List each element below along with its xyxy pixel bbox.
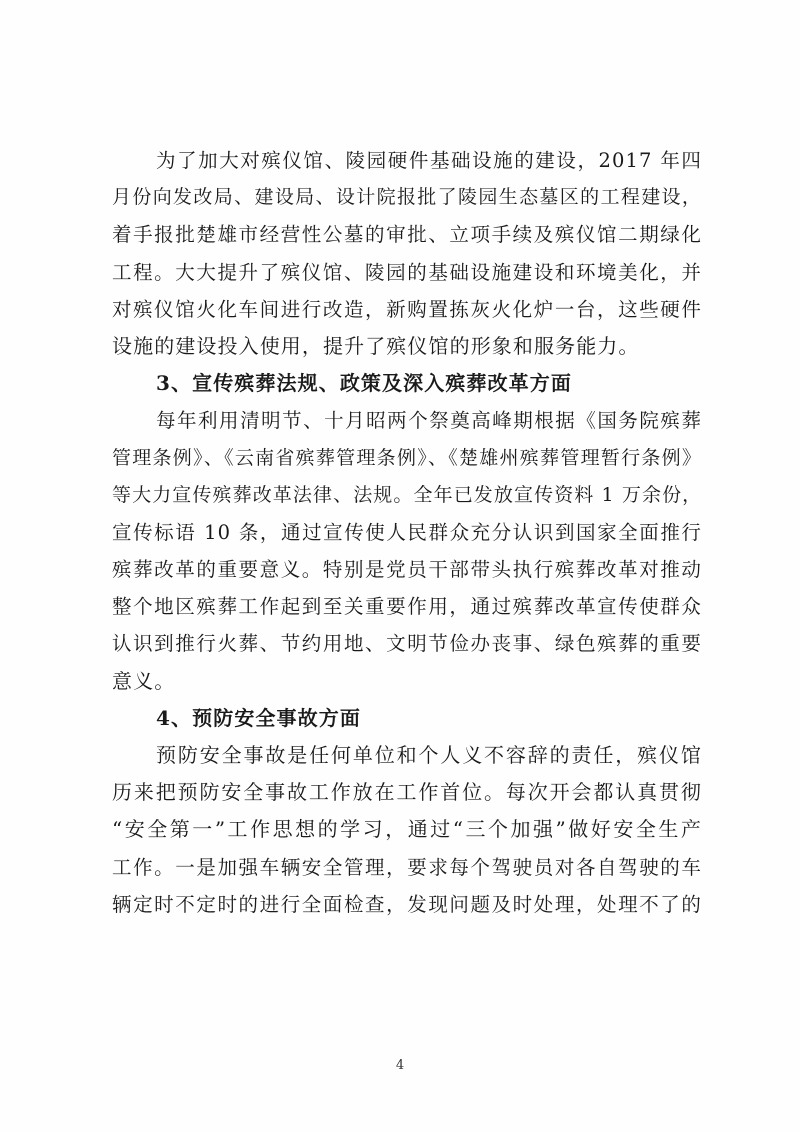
- paragraph-line: 工作。一是加强车辆安全管理，要求每个驾驶员对各自驾驶的车: [112, 855, 702, 879]
- section-heading: 3、宣传殡葬法规、政策及深入殡葬改革方面: [156, 371, 572, 396]
- paragraph-line: 着手报批楚雄市经营性公墓的审批、立项手续及殡仪馆二期绿化: [112, 223, 702, 247]
- paragraph-line: 管理条例》、《云南省殡葬管理条例》、《楚雄州殡葬管理暂行条例》: [112, 446, 702, 469]
- paragraph-line: 殡葬改革的重要意义。特别是党员干部带头执行殡葬改革对推动: [112, 558, 702, 582]
- paragraph-line: 认识到推行火葬、节约用地、文明节俭办丧事、绿色殡葬的重要: [112, 632, 702, 656]
- page-number: 4: [395, 1058, 405, 1073]
- paragraph-line: 意义。: [112, 668, 176, 693]
- section-heading: 4、预防安全事故方面: [156, 705, 361, 730]
- paragraph-line: 预防安全事故是任何单位和个人义不容辞的责任，殡仪馆: [156, 743, 702, 767]
- paragraph-line: 设施的建设投入使用，提升了殡仪馆的形象和服务能力。: [112, 333, 640, 358]
- paragraph-line: 历来把预防安全事故工作放在工作首位。每次开会都认真贯彻: [112, 780, 702, 805]
- body-text: [112, 142, 702, 923]
- paragraph-line: 对殡仪馆火化车间进行改造，新购置拣灰火化炉一台，这些硬件: [112, 297, 702, 321]
- paragraph-line: “安全第一”工作思想的学习，通过“三个加强”做好安全生产: [112, 817, 702, 842]
- paragraph-line: 宣传标语 10 条，通过宣传使人民群众充分认识到国家全面推行: [112, 520, 702, 544]
- paragraph-line: 等大力宣传殡葬改革法律、法规。全年已发放宣传资料 1 万余份，: [112, 483, 703, 506]
- paragraph-line: 月份向发改局、建设局、设计院报批了陵园生态墓区的工程建设，: [112, 186, 702, 209]
- paragraph-line: 每年利用清明节、十月昭两个祭奠高峰期根据《国务院殡葬: [156, 409, 702, 433]
- paragraph-line: 为了加大对殡仪馆、陵园硬件基础设施的建设，2017 年四: [156, 149, 702, 172]
- paragraph-line: 工程。大大提升了殡仪馆、陵园的基础设施建设和环境美化，并: [112, 260, 702, 284]
- paragraph-line: 整个地区殡葬工作起到至关重要作用，通过殡葬改革宣传使群众: [112, 595, 702, 619]
- paragraph-line: 辆定时不定时的进行全面检查，发现问题及时处理，处理不了的: [112, 892, 702, 916]
